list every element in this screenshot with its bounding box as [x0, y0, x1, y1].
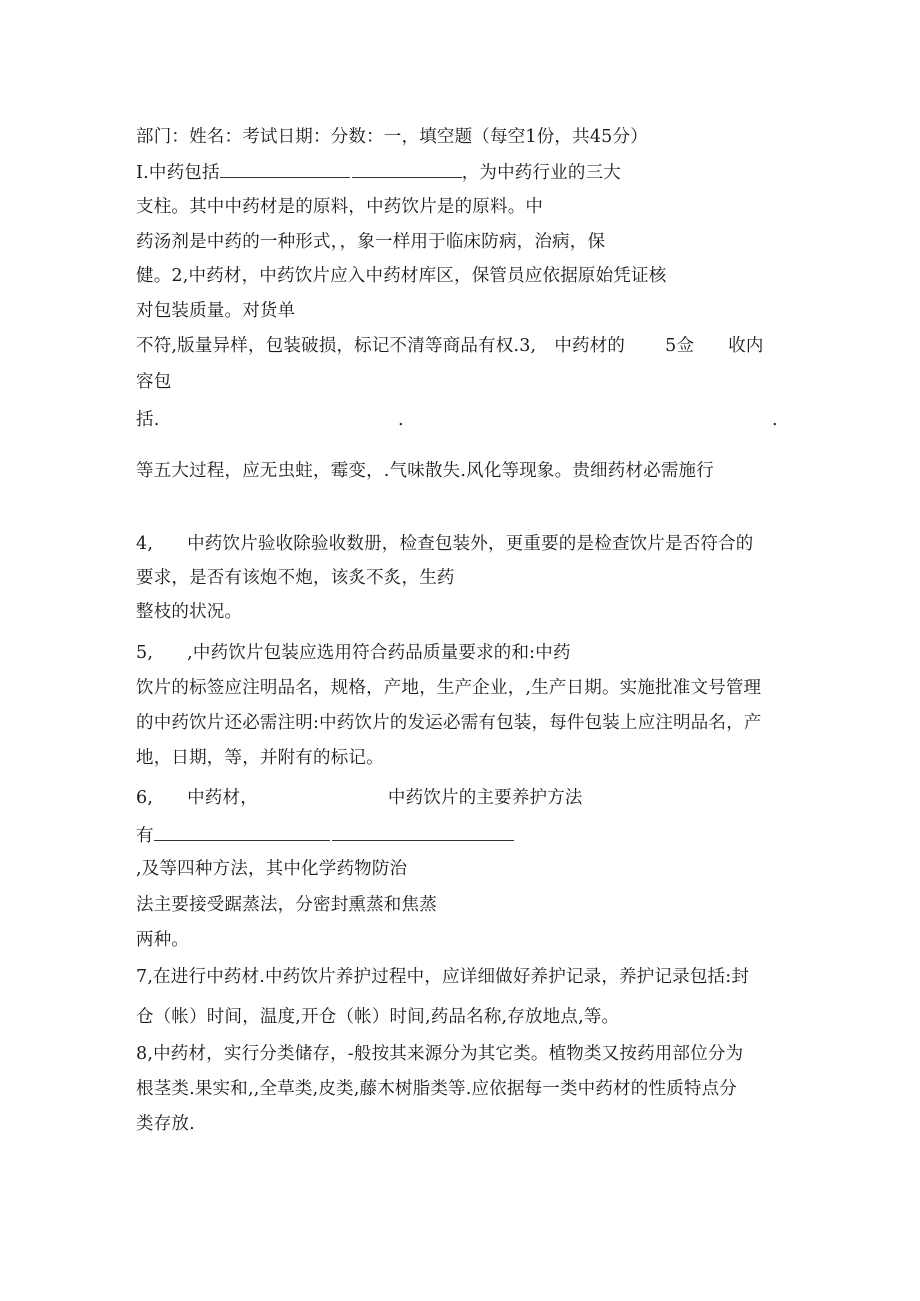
- exam-header: 部门：姓名：考试日期：分数：一，填空题（每空1份，共45分）: [136, 127, 648, 147]
- q5-text: ,中药饮片包装应选用符合药品质量要求的和:中药: [187, 643, 571, 663]
- q7-line-1: 7,在进行中药材.中药饮片养护过程中，应详细做好养护记录，养护记录包括:封: [136, 967, 750, 987]
- q1-line-3: 药汤剂是中药的一种形式，，象一样用于临床防病，治病，保: [136, 232, 606, 252]
- q3-text-b: 中药材的: [554, 336, 626, 356]
- q3-line-3: [136, 408, 786, 432]
- q3-text-a: 不符,版量异样，包装破损，标记不清等商品有权.3,: [136, 336, 537, 356]
- q2-line-2: 对包装质量。对货单: [136, 301, 296, 321]
- q4-line-3: 整枝的状况。: [136, 602, 243, 622]
- q3-text-kuo: 括.: [136, 410, 160, 430]
- q5-number: 5,: [136, 643, 154, 663]
- q2-line-1: 健。2,中药材，中药饮片应入中药材库区，保管员应依据原始凭证核: [136, 266, 667, 286]
- q6-text-a: 中药材，: [187, 788, 258, 808]
- q3-dot-2: .: [772, 410, 778, 430]
- q1-prefix: I.中药包括: [136, 163, 220, 183]
- answer-blank[interactable]: [332, 822, 514, 841]
- answer-blank[interactable]: [220, 159, 350, 178]
- q5-line-2: 饮片的标签应注明品名，规格，产地，生产企业，,生产日期。实施批准文号管理: [136, 678, 762, 698]
- q6-line-3: ,及等四种方法，其中化学药物防治: [136, 859, 408, 879]
- q3-line-2: 容包: [136, 372, 172, 392]
- q5-line-4: 地，日期，等，并附有的标记。: [136, 748, 384, 768]
- q8-line-1: 8,中药材，实行分类储存，-般按其来源分为其它类。植物类又按药用部位分为: [136, 1044, 744, 1064]
- q1-suffix: ，为中药行业的三大: [461, 163, 621, 183]
- q6-number: 6,: [136, 788, 154, 808]
- q3-text-d: 收内: [728, 336, 764, 356]
- q8-line-3: 类存放.: [136, 1114, 195, 1134]
- q6-line-5: 两种。: [136, 930, 190, 950]
- q6-text-b: 中药饮片的主要养护方法: [387, 788, 583, 808]
- q8-line-2: 根茎类.果实和,,全草类,皮类,藤木树脂类等.应依据每一类中药材的性质特点分: [136, 1079, 737, 1099]
- q6-line-2: [136, 822, 514, 848]
- q4-line-2: 要求，是否有该炮不炮，该炙不炙，生药: [136, 568, 455, 588]
- q3-line-4: 等五大过程，应无虫蛀，霉变，.气味散失.风化等现象。贵细药材必需施行: [136, 461, 714, 481]
- q1-line-2: 支柱。其中中药材是的原料，中药饮片是的原料。中: [136, 197, 544, 217]
- q4-text: 中药饮片验收除验收数册，检查包装外，更重要的是检查饮片是否符合的: [187, 534, 754, 554]
- q4-line-1: [136, 532, 754, 556]
- q6-line-1: [136, 786, 583, 810]
- q3-dot-1: .: [398, 410, 404, 430]
- q3-text-c: 5佥: [665, 336, 695, 356]
- q4-number: 4,: [136, 534, 154, 554]
- q1-line-1: [136, 159, 621, 185]
- q6-prefix: 有: [136, 826, 154, 846]
- answer-blank[interactable]: [154, 822, 330, 841]
- q6-line-4: 法主要接受踞蒸法，分密封熏蒸和焦蒸: [136, 895, 437, 915]
- q5-line-3: 的中药饮片还必需注明:中药饮片的发运必需有包装，每件包装上应注明品名，产: [136, 713, 762, 733]
- answer-blank[interactable]: [352, 159, 462, 178]
- q3-line-1: [136, 334, 764, 358]
- q5-line-1: [136, 641, 571, 665]
- q7-line-2: 仓（帐）时间，温度,开仓（帐）时间,药品名称,存放地点,等。: [136, 1007, 620, 1027]
